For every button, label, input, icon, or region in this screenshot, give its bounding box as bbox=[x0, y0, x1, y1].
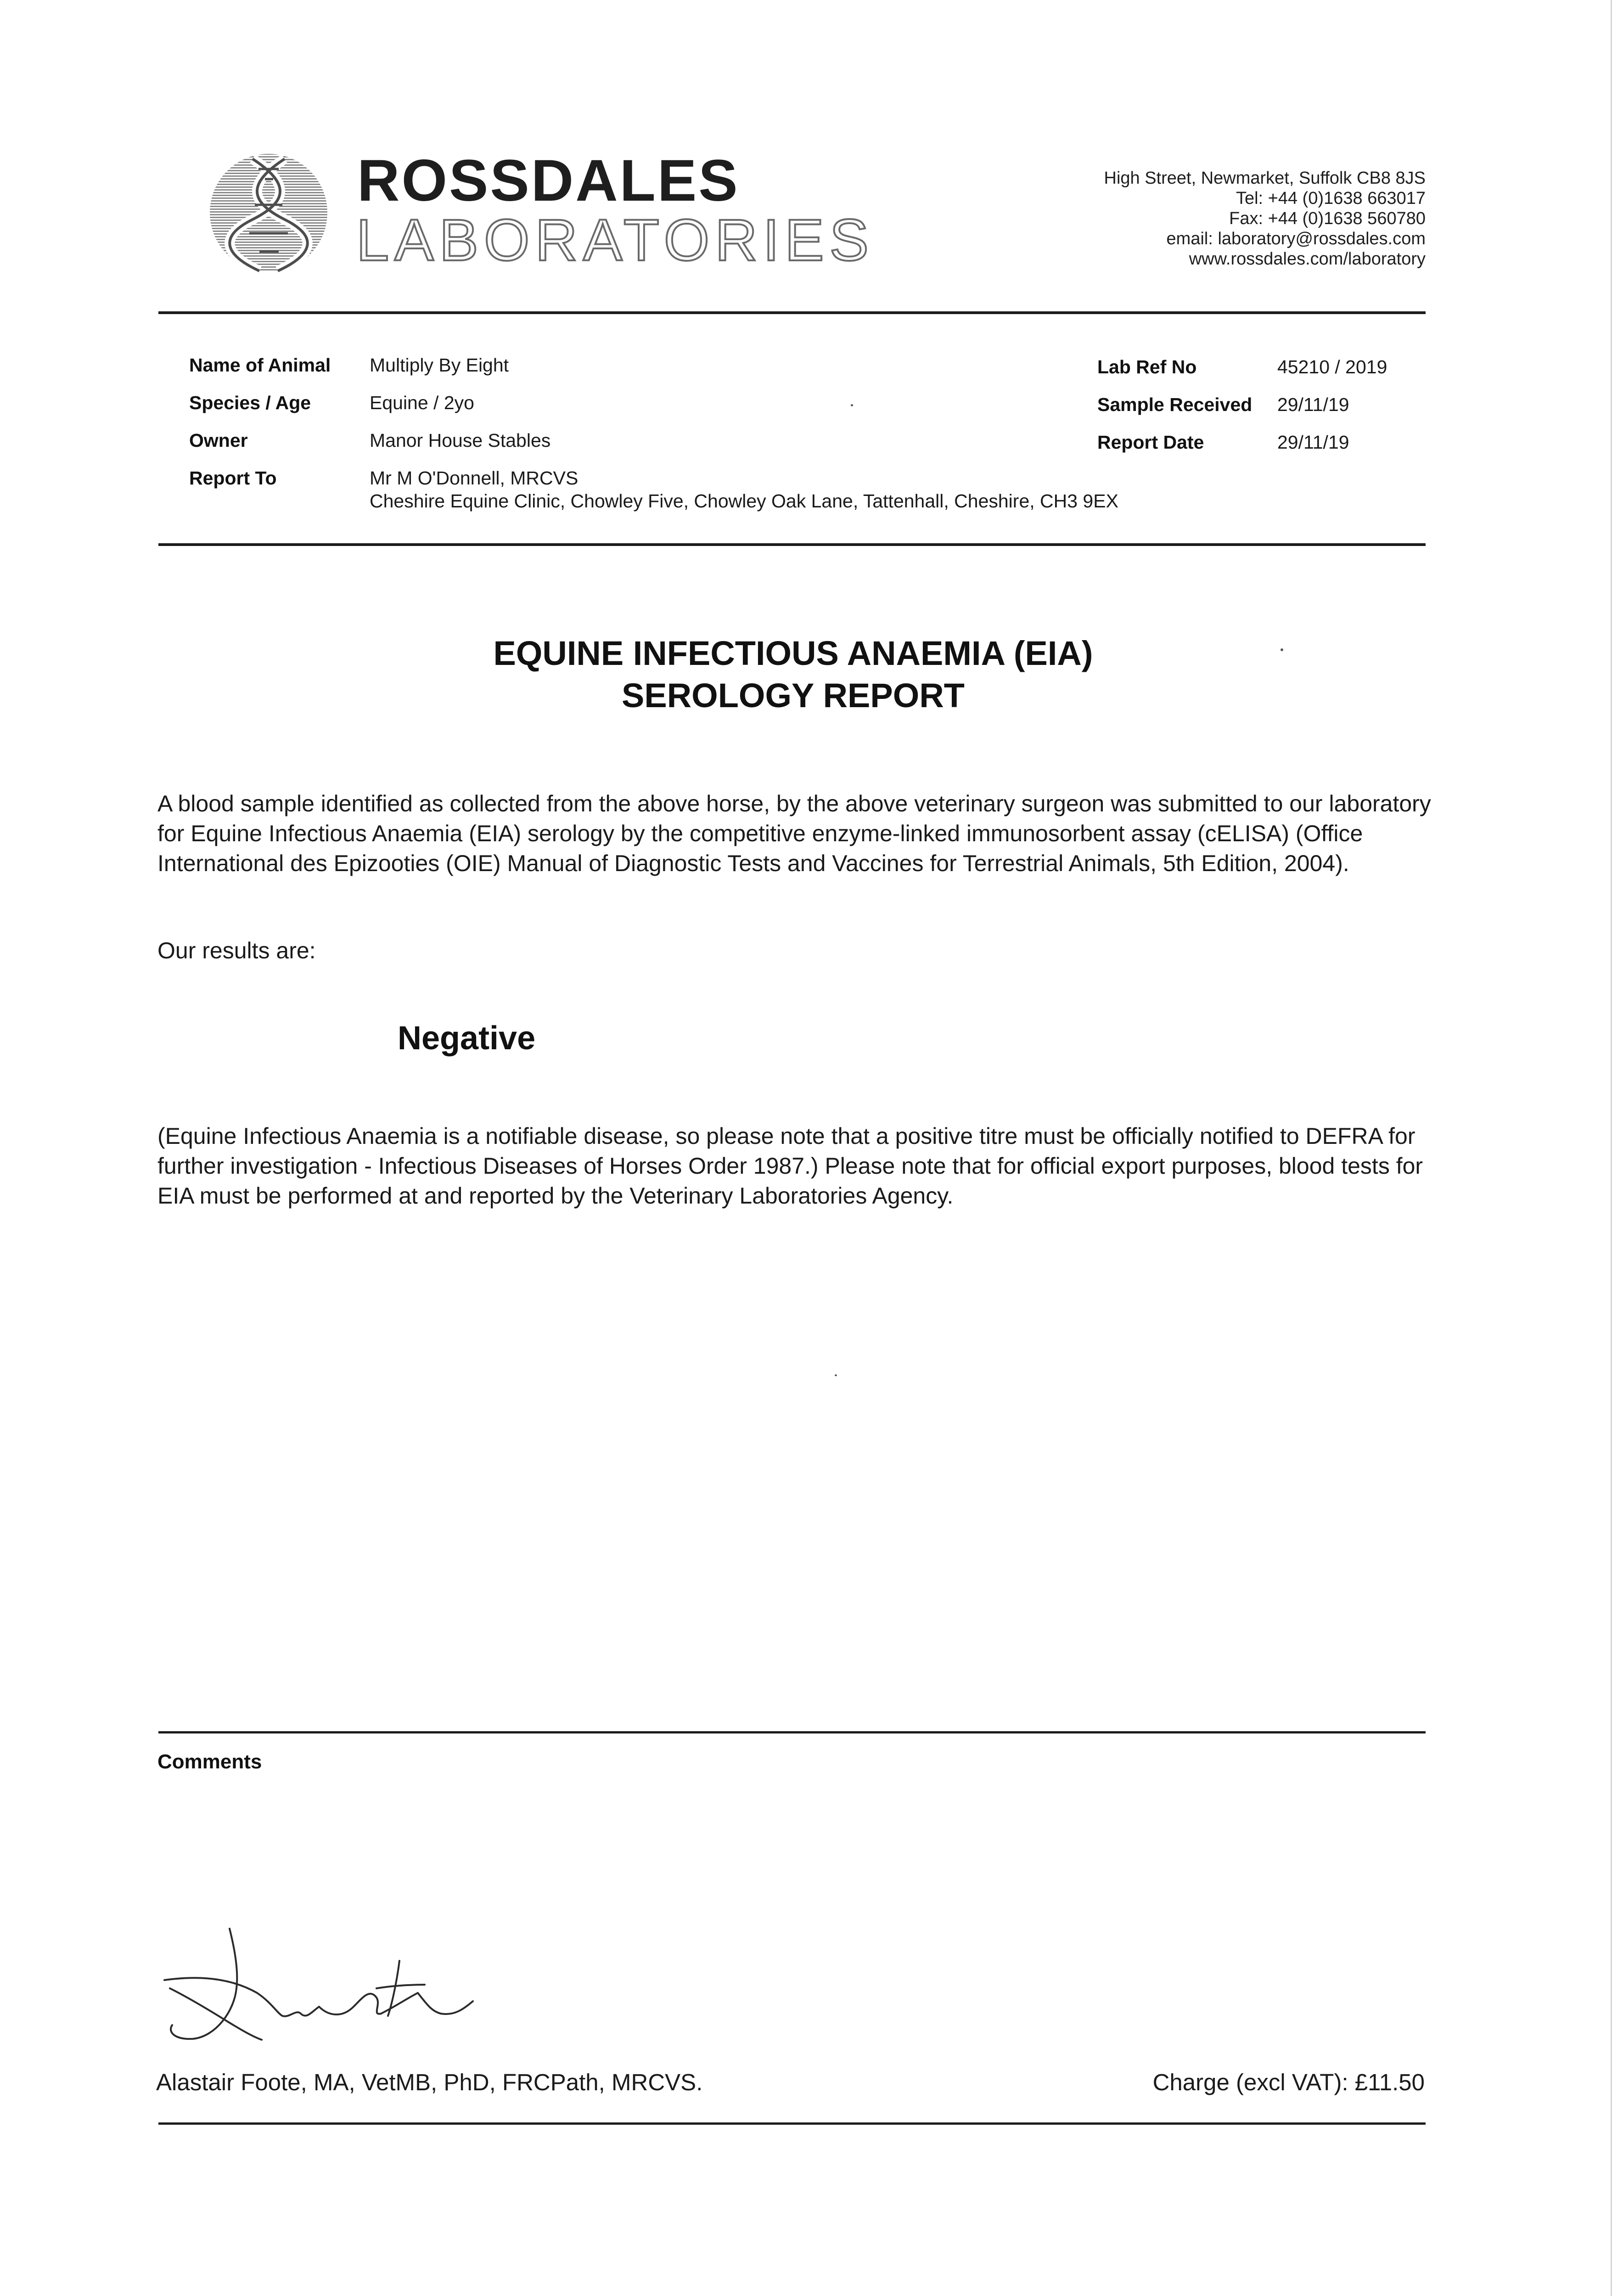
lab-ref-value: 45210 / 2019 bbox=[1277, 356, 1387, 377]
dna-helix-logo-icon bbox=[209, 151, 328, 275]
owner-label: Owner bbox=[189, 430, 248, 451]
scan-speck bbox=[1280, 648, 1283, 651]
report-date-label: Report Date bbox=[1097, 432, 1204, 453]
comments-label: Comments bbox=[157, 1750, 262, 1773]
signatory-name: Alastair Foote, MA, VetMB, PhD, FRCPath, MRCVS. bbox=[156, 2069, 703, 2095]
address-email: email: laboratory@rossdales.com bbox=[1166, 229, 1426, 248]
test-result: Negative bbox=[398, 1020, 536, 1057]
species-age-value: Equine / 2yo bbox=[370, 392, 474, 413]
name-of-animal-value: Multiply By Eight bbox=[370, 355, 509, 376]
owner-value: Manor House Stables bbox=[370, 430, 551, 451]
info-divider bbox=[158, 543, 1426, 546]
address-tel: Tel: +44 (0)1638 663017 bbox=[1236, 189, 1426, 208]
address-fax: Fax: +44 (0)1638 560780 bbox=[1229, 209, 1426, 228]
header-divider bbox=[158, 311, 1426, 314]
scan-speck bbox=[835, 1374, 837, 1376]
notifiable-disease-note: (Equine Infectious Anaemia is a notifiable disease, so please note that a positive titre must be officially notified to DEFRA for further investigation - Infectious Diseases of Horses Order 1987.) Please note that for official export purposes, blood tests for EIA must be performed at and reported by the Veterinary Laboratories Agency. bbox=[157, 1123, 1423, 1209]
report-to-label: Report To bbox=[189, 467, 277, 489]
brand-name: ROSSDALES bbox=[357, 148, 740, 214]
charge-amount: Charge (excl VAT): £11.50 bbox=[1152, 2069, 1425, 2095]
footer-divider bbox=[158, 2122, 1426, 2125]
scan-edge-line bbox=[1611, 0, 1612, 2296]
report-to-address: Cheshire Equine Clinic, Chowley Five, Chowley Oak Lane, Tattenhall, Cheshire, CH3 9EX bbox=[370, 490, 1118, 512]
name-of-animal-label: Name of Animal bbox=[189, 355, 331, 376]
comments-divider bbox=[158, 1731, 1426, 1733]
scan-speck bbox=[851, 404, 853, 406]
lab-address-block bbox=[1104, 168, 1426, 269]
handwritten-signature bbox=[161, 1919, 491, 2066]
brand-subtitle: LABORATORIES bbox=[356, 208, 874, 273]
address-website: www.rossdales.com/laboratory bbox=[1189, 249, 1426, 269]
intro-paragraph: A blood sample identified as collected from the above horse, by the above veterinary surgeon was submitted to our laboratory for Equine Infectious Anaemia (EIA) serology by the competitive enzyme-linked immunosorbent assay (cELISA) (Office International des Epizooties (OIE) Manual of Diagnostic Tests and Vaccines for Terrestrial Animals, 5th Edition, 2004). bbox=[157, 791, 1431, 876]
species-age-label: Species / Age bbox=[189, 392, 311, 413]
report-title: EQUINE INFECTIOUS ANAEMIA (EIA) bbox=[493, 634, 1093, 672]
results-intro: Our results are: bbox=[157, 938, 316, 963]
report-date-value: 29/11/19 bbox=[1277, 432, 1349, 453]
address-street: High Street, Newmarket, Suffolk CB8 8JS bbox=[1104, 169, 1426, 188]
sample-received-label: Sample Received bbox=[1097, 394, 1252, 415]
report-to-name: Mr M O'Donnell, MRCVS bbox=[370, 467, 578, 489]
sample-received-value: 29/11/19 bbox=[1277, 394, 1349, 415]
lab-ref-label: Lab Ref No bbox=[1097, 356, 1197, 377]
report-subtitle: SEROLOGY REPORT bbox=[622, 676, 965, 715]
